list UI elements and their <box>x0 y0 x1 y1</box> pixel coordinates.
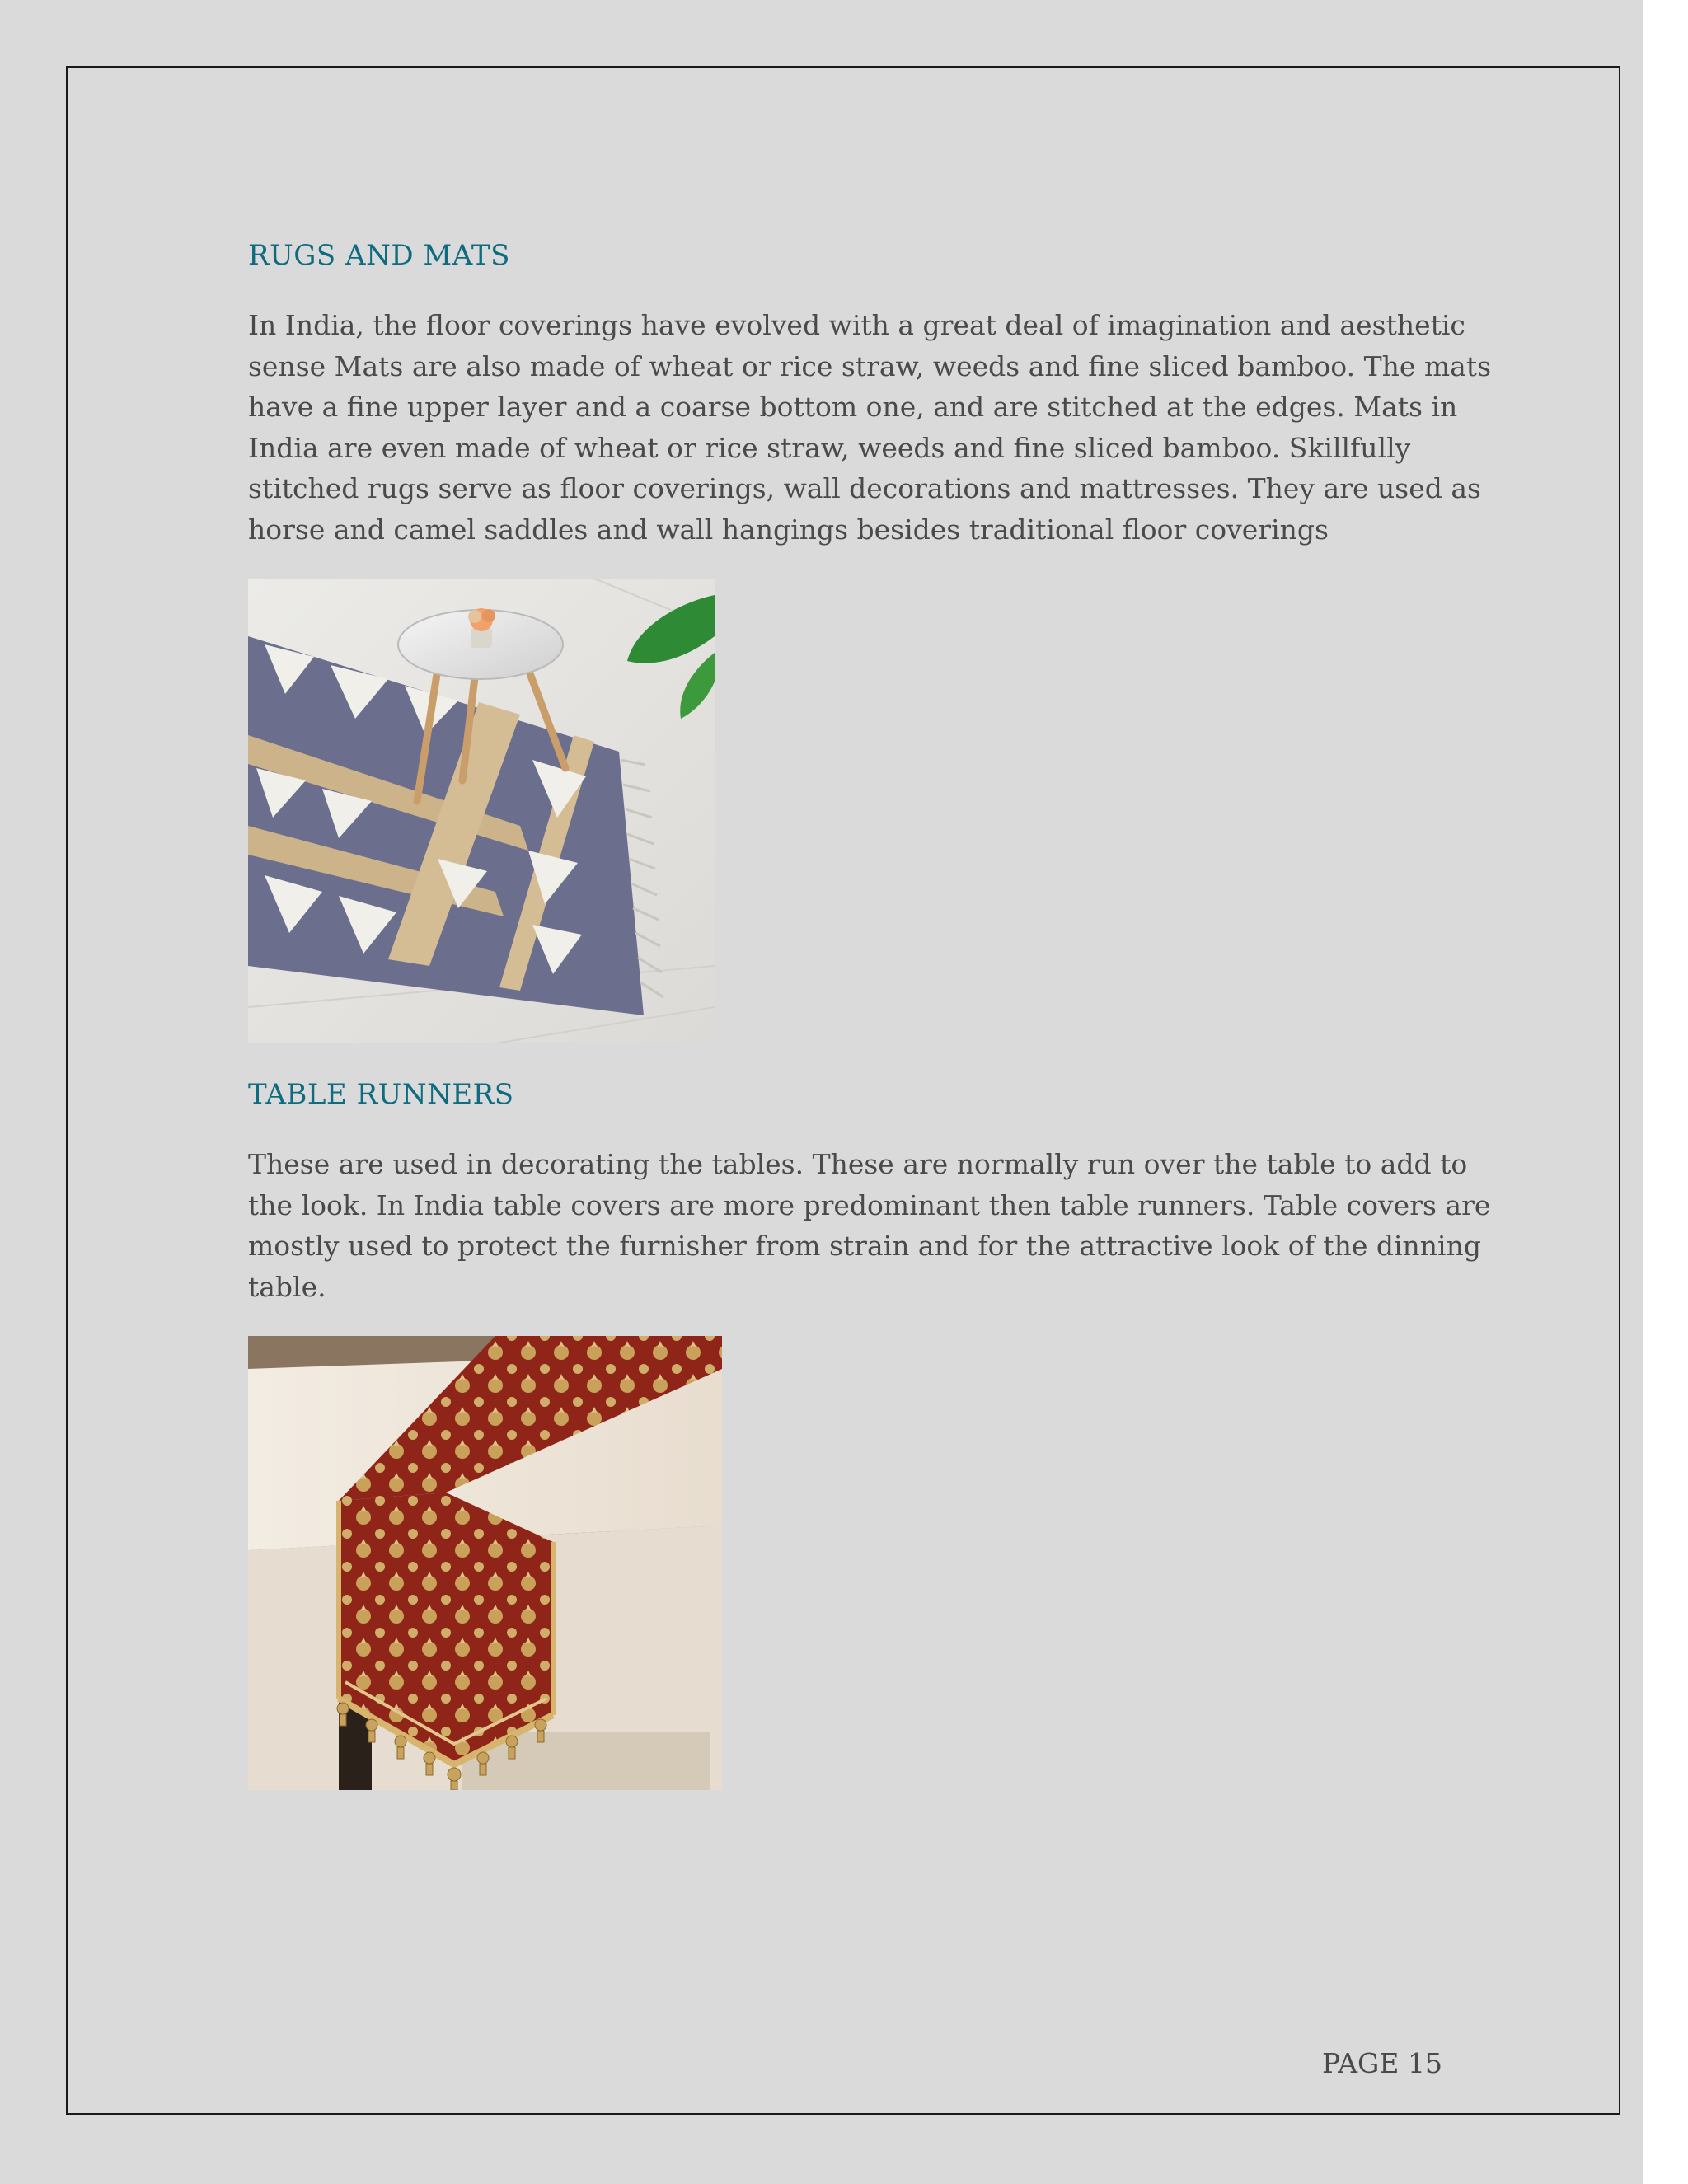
runners-heading: TABLE RUNNERS <box>248 1078 514 1111</box>
runners-paragraph-line: These are used in decorating the tables. These are normally run over the table to add to <box>248 1148 1468 1180</box>
runners-paragraph-line: table. <box>248 1270 326 1303</box>
rugs-paragraph-line: In India, the floor coverings have evolved with a great deal of imagination and aesthetic <box>248 309 1465 341</box>
rugs-paragraph-line: sense Mats are also made of wheat or rice straw, weeds and fine sliced bamboo. The mats <box>248 349 1492 382</box>
rug-photo <box>248 579 715 1043</box>
runners-paragraph-line: the look. In India table covers are more predominant then table runners. Table covers are <box>248 1188 1491 1221</box>
table-runner-photo <box>248 1336 722 1790</box>
rugs-heading: RUGS AND MATS <box>248 239 510 272</box>
runners-paragraph-line: mostly used to protect the furnisher from strain and for the attractive look of the dinning <box>248 1230 1481 1262</box>
rug-illustration <box>248 579 715 1043</box>
rugs-paragraph <box>248 305 1492 550</box>
table-runner-illustration <box>248 1336 722 1790</box>
rugs-paragraph-line: India are even made of wheat or rice straw, weeds and fine sliced bamboo. Skillfully <box>248 431 1411 464</box>
rugs-paragraph-line: have a fine upper layer and a coarse bottom one, and are stitched at the edges. Mats in <box>248 391 1458 423</box>
rugs-paragraph-line: horse and camel saddles and wall hangings besides traditional floor coverings <box>248 513 1329 546</box>
rugs-paragraph-line: stitched rugs serve as floor coverings, wall decorations and mattresses. They are used as <box>248 472 1481 504</box>
page-number: PAGE 15 <box>1322 2047 1442 2079</box>
runners-paragraph <box>248 1144 1491 1307</box>
